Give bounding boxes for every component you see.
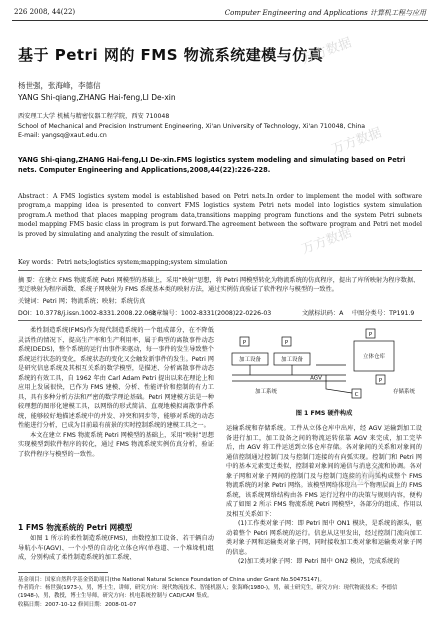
paragraph: 运输系统和存储系统。工件从立体仓库中出库，经 AGV 运输到加工设备进行加工，加工设备之间的物流运转依靠 AGV 来完成，加工完毕后，由 AGV 将工件运送到立体仓库存储。各对象间的关系和对象间的通信控制通过控制门及与控制门连接的有向弧实现。控制门和 Petri 网中的基本元素变迁类似，控制着对象间的通信与消息交流和协调。各对象子网和对象子网间的控制门及与控制门连接的有向弧构成整个 FMS 物流系统的对象 Petri 网络。该模型网络体现出一个物理层面上的 FMS 系统，该系统网络结构由各 FMS 运行过程中的决策与规则内容，便构成了如图 2 所示 FMS 物流系统 Petri 网模型²，各部分的组成、作用以及相互关系如下： xyxy=(226,425,422,518)
affiliation-block xyxy=(18,112,422,141)
figure-agv-track xyxy=(232,375,346,381)
figure-label: P xyxy=(368,332,373,338)
footnotes xyxy=(18,576,422,609)
figure-label: 加工设备 xyxy=(280,357,304,363)
paragraph: 如图 1 所示的柔性制造系统(FMS)，由数控加工设备、若干辆自动导航小车(AGV)、一个小型的自动化立体仓库(单巷道、一个堆垛机)组成，分别构成了柔性制造系统的加工系统、 xyxy=(18,535,214,561)
body-left-column xyxy=(18,326,214,459)
affiliation-cn: 西安理工大学 机械与精密仪器工程学院，西安 710048 xyxy=(18,113,170,120)
article-meta xyxy=(18,308,422,318)
running-header xyxy=(0,6,440,20)
footnote-authors: 作者简介：杨世强(1973-)，男，博士生，讲师，研究方向：现代物流技术、智能机器人；张海峰(1980-)，男，硕士研究生，研究方向：现代物流技术；李德信(1948-)，男，教授，博士生导师，研究方向：机电系统控制与 CAD/CAM 集成。 xyxy=(18,585,398,600)
figure-label: 存储系统 xyxy=(392,389,416,395)
figure-label: AGV xyxy=(310,375,322,382)
authors-cn: 杨世强，张海峰，李德信 xyxy=(18,81,101,90)
footnote-dates: 收稿日期：2007-10-12 修回日期：2008-01-07 xyxy=(18,601,137,608)
watermark: 万方数据 xyxy=(329,465,384,498)
paragraph: 柔性制造系统(FMS)作为现代制造系统的一个组成部分，在不降低灵活性的情况下，提高生产率和生产利用率，属于典型的离散事件动态系统(DEDS)，整个系统的运行由事件来驱动，每一事件的发生导致整个系统运行状态的变化，系统状态的变化又会触发新事件的发生。Petri 网是研究信息系统及其相互关系的数学模型，是描述、分析离散事件动态系统的有效工具，自 1962 年由 Carl Adam Petri 提出以来在理论上和应用上发展很快，已作为 FMS 建模、分析、性能评价和控制的有力工具，具有多种分析方法和严密的数学理论基础。Petri 网建模方法是一种较理想的图形化建模工具，以网络的形式简洁、直观地模拟离散事件系统，能够较好地描述系统中的并发、冲突和同步等，能够对系统的动态性能进行分析，已成为目前最有前景的实时控制系统的建模工具之一。 xyxy=(18,327,214,429)
figure-label: P xyxy=(284,340,289,346)
section-heading: 1 FMS 物流系统的 Petri 网模型 xyxy=(18,523,133,532)
abstract-en: Abstract：A FMS logistics system model is established based on Petri nets.In order to implement the model with software program,a mapping idea is presented to convert FMS logistics system Petri nets model into logistics system simulation program.A method that places mapping program data,transitions mapping program functions and the system Petri subnets model mapping FMS basic class in program is put forward.The agreement between the software program and Petri net model is proved by simulating and analyzing the result of simulation. xyxy=(18,193,422,238)
authors-en: YANG Shi-qiang,ZHANG Hai-feng,LI De-xin xyxy=(18,93,176,102)
footnote-rule xyxy=(18,572,108,573)
header-journal: Computer Engineering and Applications 计算机工程与应用 xyxy=(224,9,426,17)
watermark: 万方数据 xyxy=(299,225,354,258)
divider xyxy=(18,270,422,271)
clc-number: 中图分类号：TP191.9 xyxy=(352,310,415,317)
watermark: 万方数据 xyxy=(299,35,354,68)
header-rule xyxy=(12,20,428,21)
abstract-cn: 摘 要：在建立 FMS 物流系统 Petri 网模型的基础上，采用“映射”思想，将 Petri 网模型转化为物流系统的仿真程序，提出了库所映射为程序数据、变迁映射为程序函数、系统子网映射为 FMS 系统基本类的映射方法，通过实例仿真验证了软件程序与模型的一致性。 xyxy=(18,277,420,294)
figure-label: 加工系统 xyxy=(254,389,278,395)
paragraph: (1)工作类对象子网：即 Petri 图中 ON1 模块，是系统的源头，驱动着整个 Petri 网系统的运行。信息从这里发出，经过控制门流向加工类对象子网和运输类对象子网，同时接收加工类对象和运输类对象子网的信息。 xyxy=(226,520,422,556)
keywords-cn: 关键词：Petri 网；物流系统；映射；系统仿真 xyxy=(18,298,146,305)
body-right-column xyxy=(226,424,422,567)
figure-fms-hardware xyxy=(226,326,422,416)
paper-title: 基于 Petri 网的 FMS 物流系统建模与仿真 xyxy=(18,46,324,64)
paragraph: (2)加工类对象子网：即 Petri 图中 ON2 模块，完成系统的 xyxy=(238,558,400,565)
paragraph: 本文在建立 FMS 物流系统 Petri 网模型的基础上，采用“映射”思想实现模型到软件程序的转化，通过 FMS 物流系统实例仿真分析，验证了软件程序与模型的一致性。 xyxy=(18,431,214,458)
citation: YANG Shi-qiang,ZHANG Hai-feng,LI De-xin.FMS logistics system modeling and simulating based on Petri nets. Computer Engineering and Applications,2008,44(22):226-228. xyxy=(18,156,406,174)
doi: DOI：10.3778/j.issn.1002-8331.2008.22.068 xyxy=(18,310,157,317)
footnote-funding: 基金项目：国家自然科学基金资助项目(the National Natural Science Foundation of China under Grant No.50475147)。 xyxy=(18,577,325,583)
figure-caption: 图 1 FMS 硬件构成 xyxy=(295,410,353,417)
author-email: E-mail: yangsq@xaut.edu.cn xyxy=(18,132,107,140)
divider xyxy=(18,320,422,321)
figure-label: P xyxy=(378,378,383,384)
doc-code: 文献标识码：A xyxy=(302,310,344,317)
watermark: 万方数据 xyxy=(329,125,384,158)
figure-label: P xyxy=(242,340,247,346)
affiliation-en: School of Mechanical and Precision Instrument Engineering, Xi'an University of Technology, Xi'an 710048, China xyxy=(18,122,366,130)
keywords-en: Key words：Petri nets;logistics system;mapping;system simulation xyxy=(18,259,228,266)
figure-label: 加工设备 xyxy=(238,357,262,363)
figure-label: 立体仓库 xyxy=(362,354,386,360)
figure-label: C xyxy=(354,392,359,398)
article-number: 文章编号：1002-8331(2008)22-0226-03 xyxy=(150,310,272,317)
header-page-info: 226 2008, 44(22) xyxy=(14,8,76,16)
